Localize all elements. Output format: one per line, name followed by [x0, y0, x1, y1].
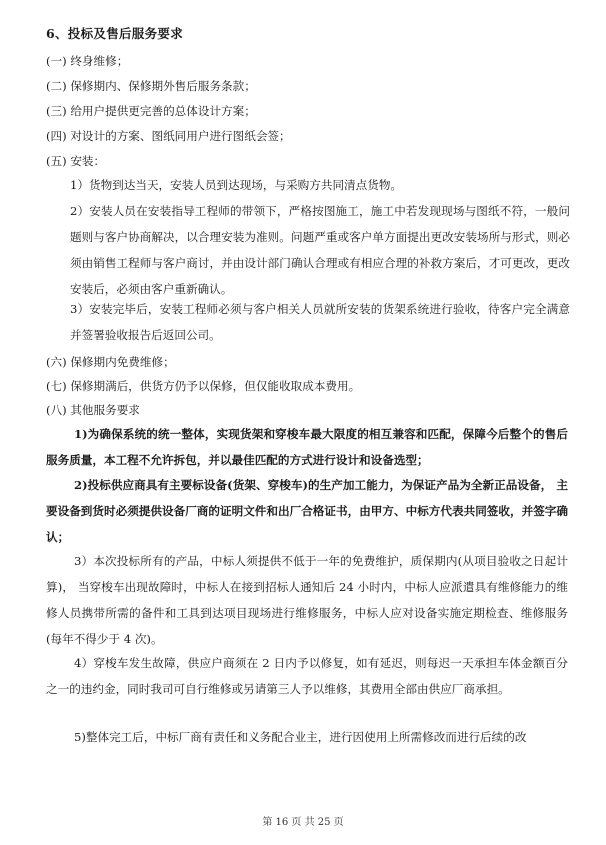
- list-item-7: (七) 保修期满后，供货方仍予以保修，但仅能收取成本费用。: [46, 379, 361, 393]
- page-number: 第 16 页 共 25 页: [262, 817, 344, 828]
- section-title: 6、投标及售后服务要求: [46, 26, 183, 41]
- list-item-1: (一) 终身维修；: [46, 54, 129, 68]
- list-item-8: (八) 其他服务要求: [46, 403, 140, 417]
- requirement-3: 3）本次投标所有的产品，中标人须提供不低于一年的免费维护，质保期内(从项目验收之日起计算)， 当穿梭车出现故障时，中标人在接到招标人通知后 24 小时内，中标人应派遣具有维修能力的维修人员携带所需的备件和工具到达项目现场进行维修服务，中标人应对设备实施定期检查、维修服务(每年不得少于 4 次)。: [46, 554, 568, 646]
- requirement-2: 2)投标供应商具有主要标设备(货架、穿梭车)的生产加工能力，为保证产品为全新正品设备， 主要设备到货时必须提供设备厂商的证明文件和出厂合格证书，由甲方、中标方代表共同签收，并签字确认；: [46, 478, 568, 544]
- list-item-6: (六) 保修期内免费维修；: [46, 355, 175, 369]
- list-item-2: (二) 保修期内、保修期外售后服务条款；: [46, 79, 256, 93]
- list-item-3: (三) 给用户提供更完善的总体设计方案；: [46, 104, 256, 118]
- requirement-4: 4）穿梭车发生故障，供应户商须在 2 日内予以修复，如有延迟，则每迟一天承担车体金额百分之一的违约金，同时我司可自行维修或另请第三人予以维修，其费用全部由供应厂商承担。: [46, 656, 568, 696]
- list-item-5: (五) 安装：: [46, 154, 106, 168]
- list-item-4: (四) 对设计的方案、图纸同用户进行图纸会签；: [46, 129, 291, 143]
- requirement-1: 1)为确保系统的统一整体，实现货架和穿梭车最大限度的相互兼容和匹配，保障今后整个的售后服务质量，本工程不允许拆包，并以最佳匹配的方式进行设计和设备选型；: [46, 427, 568, 467]
- install-step-2: 2）安装人员在安装指导工程师的带领下，严格按图施工，施工中若发现现场与图纸不符，一般问题则与客户协商解决，以合理安装为准则。问题严重或客户单方面提出更改安装场所与形式，则必须由销售工程师与客户商讨，并由设计部门确认合理或有相应合理的补救方案后，才可更改，更改安装后，必须由客户重新确认。: [70, 204, 570, 296]
- install-step-3: 3）安装完毕后，安装工程师必须与客户相关人员就所安装的货架系统进行验收，待客户完全满意并签署验收报告后返回公司。: [70, 302, 570, 342]
- install-step-1: 1）货物到达当天，安装人员到达现场，与采购方共同清点货物。: [70, 178, 403, 192]
- requirement-5: 5)整体完工后，中标厂商有责任和义务配合业主，进行因使用上所需修改而进行后续的改: [74, 730, 527, 744]
